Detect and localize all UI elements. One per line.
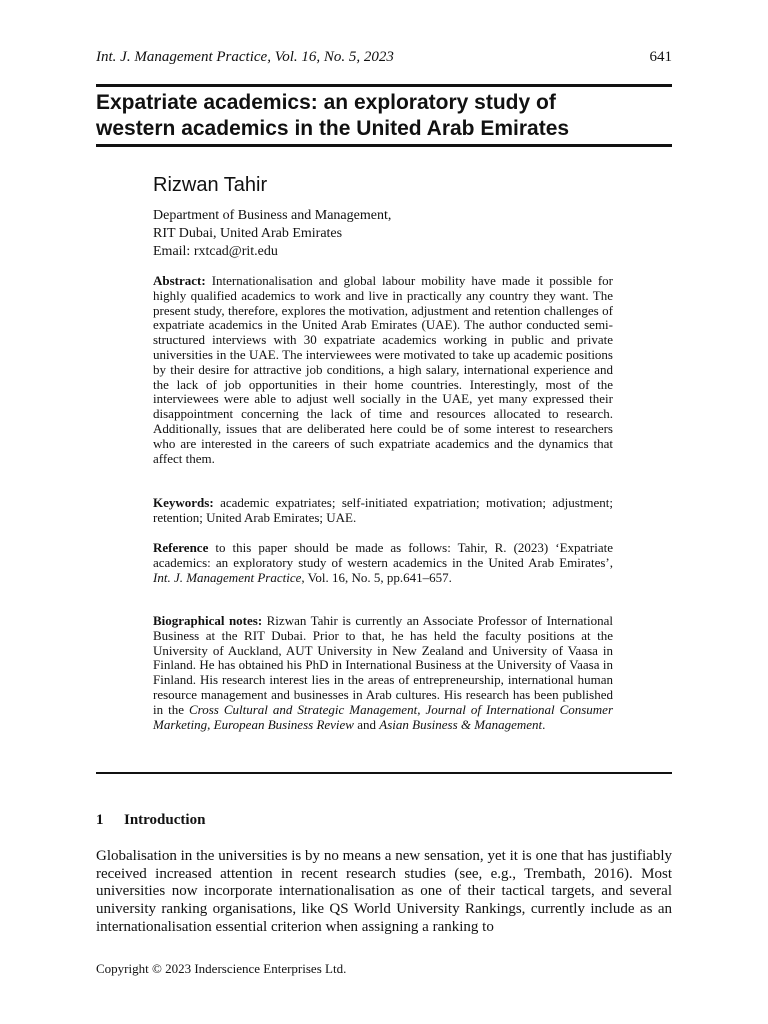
abstract-label: Abstract: bbox=[153, 273, 206, 288]
abstract bbox=[153, 274, 613, 466]
section-number: 1 bbox=[96, 812, 104, 828]
affiliation-department: Department of Business and Management, bbox=[153, 208, 392, 223]
front-matter-rule bbox=[96, 772, 672, 774]
title-bottom-rule bbox=[96, 144, 672, 147]
running-head bbox=[96, 47, 672, 67]
bio-journal-3: European Business Review bbox=[213, 716, 354, 732]
bio-journal-1: Cross Cultural and Strategic Management bbox=[188, 701, 418, 717]
author-name: Rizwan Tahir bbox=[153, 174, 268, 196]
paper-title bbox=[96, 90, 672, 142]
journal-citation: Int. J. Management Practice, Vol. 16, No. 5, 2023 bbox=[96, 49, 394, 65]
page-number: 641 bbox=[649, 49, 672, 65]
author-affiliation bbox=[153, 207, 613, 261]
biographical-notes bbox=[153, 614, 613, 732]
author-email: Email: rxtcad@rit.edu bbox=[153, 244, 278, 259]
bio-journal-2: Journal of International Consumer Marketing bbox=[153, 701, 614, 732]
keywords-label: Keywords: bbox=[153, 495, 214, 510]
introduction-paragraph: Globalisation in the universities is by no means a new sensation, yet it is one that has justifiably received increased attention in recent research studies (see, e.g., Trembath, 2016). Most universities now incorporate internationalisation as one of their tactical targets, and several university ranking organisations, like QS World University Rankings, currently include as an internationalisation essential criterion when assigning a ranking to bbox=[96, 848, 672, 935]
copyright-notice: Copyright © 2023 Inderscience Enterprises Ltd. bbox=[96, 961, 347, 976]
section-heading bbox=[96, 810, 205, 830]
bio-separator: , bbox=[207, 716, 211, 732]
reference-journal: Int. J. Management Practice bbox=[153, 569, 302, 585]
reference-label: Reference bbox=[153, 540, 209, 555]
abstract-text: Internationalisation and global labour mobility have made it possible for highly qualified academics to work and live in practically any country they want. The present study, therefore, explores the motivation, adjustment and retention challenges of expatriate academics in the United Arab Emirates (UAE). The author conducted semi-structured interviews with 30 expatriate academics working in public and private universities in the UAE. The interviewees were motivated to take up academic positions by their desire for attractive job conditions, a high salary, international experience and the lack of job opportunities in their home countries. Interestingly, most of the interviewees were able to adjust well socially in the UAE, yet many expressed their disappointment concerning the lack of time and resources allocated to research. Additionally, issues that are deliberated here could be of some interest to researchers who are interested in the careers of such expatriate academics and the dynamics that affect them. bbox=[153, 273, 613, 466]
affiliation-institution: RIT Dubai, United Arab Emirates bbox=[153, 226, 343, 241]
reference-text: to this paper should be made as follows: Tahir, R. (2023) ‘Expatriate academics: an exploratory study of western academics in the United Arab Emirates’, bbox=[153, 540, 613, 570]
title-line-2: western academics in the United Arab Emirates bbox=[96, 117, 570, 140]
keywords-text: academic expatriates; self-initiated expatriation; motivation; adjustment; retention; United Arab Emirates; UAE. bbox=[153, 495, 613, 525]
bio-end: . bbox=[542, 716, 546, 732]
bio-journal-4: Asian Business & Management bbox=[379, 716, 543, 732]
reference-note bbox=[153, 541, 613, 585]
title-line-1: Expatriate academics: an exploratory study of bbox=[96, 91, 556, 114]
bio-conjunction: and bbox=[357, 716, 377, 732]
bio-text: Rizwan Tahir is currently an Associate Professor of International Business at the RIT Dubai. Prior to that, he has held the faculty positions at the University of Auckland, AUT University in New Zealand and University of Vaasa in Finland. He has obtained his PhD in International Business at the University of Vaasa in Finland. His research interest lies in the areas of entrepreneurship, international human resource management and businesses in Arab cultures. His research has been published in the bbox=[153, 613, 613, 717]
bio-separator: , bbox=[417, 701, 421, 717]
bio-label: Biographical notes: bbox=[153, 613, 263, 628]
reference-volume: , Vol. 16, No. 5, pp.641–657. bbox=[301, 569, 452, 585]
keywords bbox=[153, 496, 613, 526]
title-top-rule bbox=[96, 84, 672, 87]
section-title: Introduction bbox=[124, 812, 206, 828]
